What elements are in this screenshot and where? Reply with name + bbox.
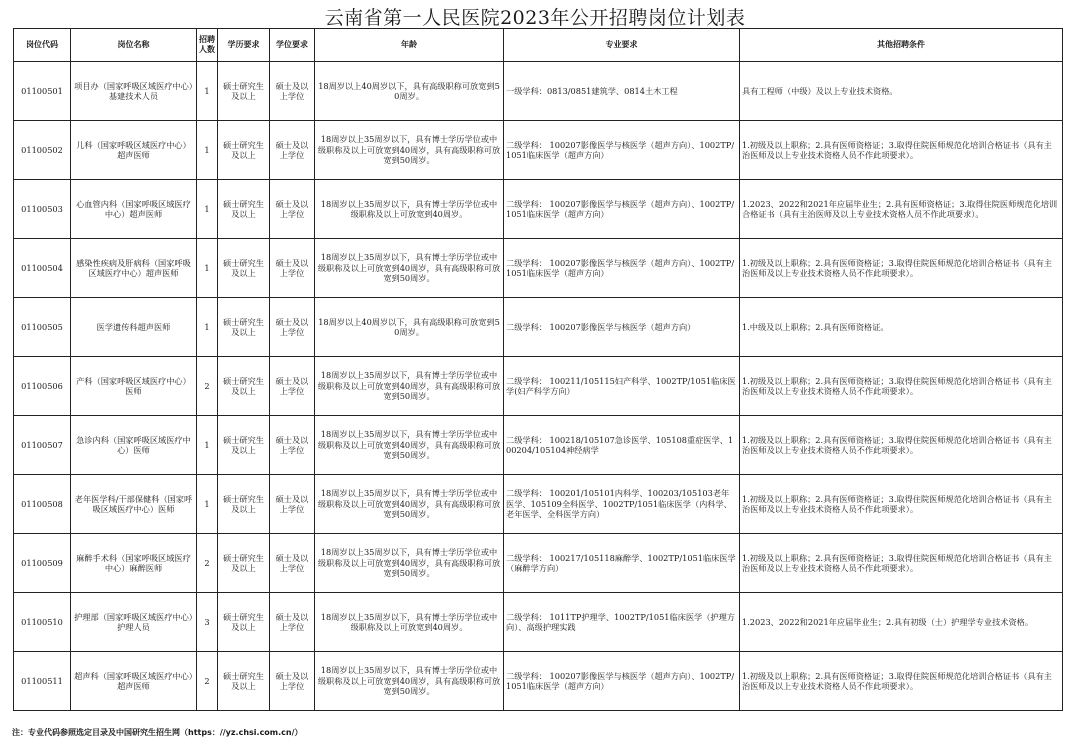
table-row bbox=[14, 416, 1063, 475]
cell-other: 1.初级及以上职称；2.具有医师资格证；3.取得住院医师规范化培训合格证书（具有主治医师及以上专业技术资格人员不作此项要求）。 bbox=[740, 357, 1063, 416]
cell-degree: 硕士及以上学位 bbox=[270, 180, 315, 239]
cell-code: 01100503 bbox=[14, 180, 71, 239]
cell-age: 18周岁以上35周岁以下，具有博士学历学位或中级职称及以上可放宽到40周岁，具有高级职称可放宽到50周岁。 bbox=[315, 239, 504, 298]
table-row bbox=[14, 357, 1063, 416]
table-row bbox=[14, 534, 1063, 593]
header-major: 专业要求 bbox=[504, 29, 740, 62]
cell-age: 18周岁以上35周岁以下，具有博士学历学位或中级职称及以上可放宽到40周岁，具有高级职称可放宽到50周岁。 bbox=[315, 416, 504, 475]
cell-name: 医学遗传科超声医师 bbox=[71, 298, 197, 357]
cell-name: 心血管内科（国家呼吸区域医疗中心）超声医师 bbox=[71, 180, 197, 239]
cell-edu: 硕士研究生及以上 bbox=[218, 534, 270, 593]
cell-other: 1.2023、2022和2021年应届毕业生；2.具有初级（士）护理学专业技术资格。 bbox=[740, 593, 1063, 652]
cell-degree: 硕士及以上学位 bbox=[270, 593, 315, 652]
header-age: 年龄 bbox=[315, 29, 504, 62]
cell-name: 项目办（国家呼吸区域医疗中心）基建技术人员 bbox=[71, 62, 197, 121]
cell-degree: 硕士及以上学位 bbox=[270, 121, 315, 180]
cell-edu: 硕士研究生及以上 bbox=[218, 652, 270, 711]
cell-count: 3 bbox=[197, 593, 218, 652]
cell-count: 1 bbox=[197, 239, 218, 298]
cell-major: 二级学科： 100207影像医学与核医学（超声方向）、1002TP/1051临床医学（超声方向） bbox=[504, 180, 740, 239]
cell-other: 1.2023、2022和2021年应届毕业生；2.具有医师资格证；3.取得住院医师规范化培训合格证书（具有主治医师及以上专业技术资格人员不作此项要求）。 bbox=[740, 180, 1063, 239]
cell-major: 二级学科： 100207影像医学与核医学（超声方向）、1002TP/1051临床医学（超声方向） bbox=[504, 239, 740, 298]
cell-major: 二级学科： 1011TP护理学、1002TP/1051临床医学（护理方向）、高级护理实践 bbox=[504, 593, 740, 652]
cell-major: 二级学科： 100211/105115妇产科学、1002TP/1051临床医学(妇产科学方向） bbox=[504, 357, 740, 416]
cell-code: 01100505 bbox=[14, 298, 71, 357]
cell-name: 感染性疾病及肝病科（国家呼吸区域医疗中心）超声医师 bbox=[71, 239, 197, 298]
cell-age: 18周岁以上35周岁以下，具有博士学历学位或中级职称及以上可放宽到40周岁，具有高级职称可放宽到50周岁。 bbox=[315, 652, 504, 711]
cell-code: 01100502 bbox=[14, 121, 71, 180]
cell-edu: 硕士研究生及以上 bbox=[218, 357, 270, 416]
cell-degree: 硕士及以上学位 bbox=[270, 475, 315, 534]
cell-count: 2 bbox=[197, 534, 218, 593]
cell-other: 1.初级及以上职称；2.具有医师资格证；3.取得住院医师规范化培训合格证书（具有主治医师及以上专业技术资格人员不作此项要求）。 bbox=[740, 121, 1063, 180]
cell-edu: 硕士研究生及以上 bbox=[218, 121, 270, 180]
cell-age: 18周岁以上35周岁以下，具有博士学历学位或中级职称及以上可放宽到40周岁，具有高级职称可放宽到50周岁。 bbox=[315, 121, 504, 180]
cell-count: 1 bbox=[197, 180, 218, 239]
cell-name: 护理部（国家呼吸区域医疗中心）护理人员 bbox=[71, 593, 197, 652]
cell-major: 二级学科： 100207影像医学与核医学（超声方向） bbox=[504, 298, 740, 357]
cell-code: 01100504 bbox=[14, 239, 71, 298]
footnote: 注：专业代码参照选定目录及中国研究生招生网（https：//yz.chsi.com.cn/） bbox=[12, 728, 303, 737]
page-title: 云南省第一人民医院2023年公开招聘岗位计划表 bbox=[324, 7, 746, 29]
cell-other: 1.初级及以上职称；2.具有医师资格证；3.取得住院医师规范化培训合格证书（具有主治医师及以上专业技术资格人员不作此项要求）。 bbox=[740, 652, 1063, 711]
cell-code: 01100511 bbox=[14, 652, 71, 711]
cell-count: 1 bbox=[197, 475, 218, 534]
table-row bbox=[14, 475, 1063, 534]
cell-age: 18周岁以上35周岁以下，具有博士学历学位或中级职称及以上可放宽到40周岁，具有高级职称可放宽到50周岁。 bbox=[315, 357, 504, 416]
cell-major: 二级学科： 100207影像医学与核医学（超声方向）、1002TP/1051临床医学（超声方向） bbox=[504, 652, 740, 711]
table-row bbox=[14, 298, 1063, 357]
cell-major: 二级学科： 100207影像医学与核医学（超声方向）、1002TP/1051临床医学（超声方向） bbox=[504, 121, 740, 180]
cell-age: 18周岁以上35周岁以下，具有博士学历学位或中级职称及以上可放宽到40周岁。 bbox=[315, 180, 504, 239]
cell-other: 1.初级及以上职称；2.具有医师资格证；3.取得住院医师规范化培训合格证书（具有主治医师及以上专业技术资格人员不作此项要求）。 bbox=[740, 475, 1063, 534]
cell-other: 1.中级及以上职称；2.具有医师资格证。 bbox=[740, 298, 1063, 357]
table-row bbox=[14, 62, 1063, 121]
cell-age: 18周岁以上35周岁以下，具有博士学历学位或中级职称及以上可放宽到40周岁，具有高级职称可放宽到50周岁。 bbox=[315, 475, 504, 534]
cell-age: 18周岁以上35周岁以下，具有博士学历学位或中级职称及以上可放宽到40周岁，具有高级职称可放宽到50周岁。 bbox=[315, 534, 504, 593]
cell-code: 01100510 bbox=[14, 593, 71, 652]
recruitment-plan-table bbox=[13, 28, 1063, 711]
cell-major: 二级学科： 100201/105101内科学、100203/105103老年医学、105109全科医学、1002TP/1051临床医学（内科学、老年医学、全科医学方向） bbox=[504, 475, 740, 534]
table-row bbox=[14, 652, 1063, 711]
header-code: 岗位代码 bbox=[14, 29, 71, 62]
cell-major: 一级学科：0813/0851建筑学、0814土木工程 bbox=[504, 62, 740, 121]
header-edu: 学历要求 bbox=[218, 29, 270, 62]
cell-code: 01100509 bbox=[14, 534, 71, 593]
cell-count: 2 bbox=[197, 357, 218, 416]
table-header-row bbox=[14, 29, 1063, 62]
cell-age: 18周岁以上40周岁以下，具有高级职称可放宽到50周岁。 bbox=[315, 298, 504, 357]
header-count: 招聘人数 bbox=[197, 29, 218, 62]
cell-edu: 硕士研究生及以上 bbox=[218, 416, 270, 475]
cell-degree: 硕士及以上学位 bbox=[270, 652, 315, 711]
cell-count: 1 bbox=[197, 416, 218, 475]
cell-name: 麻醉手术科（国家呼吸区域医疗中心）麻醉医师 bbox=[71, 534, 197, 593]
cell-name: 产科（国家呼吸区域医疗中心）医师 bbox=[71, 357, 197, 416]
header-other: 其他招聘条件 bbox=[740, 29, 1063, 62]
table-row bbox=[14, 239, 1063, 298]
cell-edu: 硕士研究生及以上 bbox=[218, 475, 270, 534]
table-row bbox=[14, 180, 1063, 239]
cell-degree: 硕士及以上学位 bbox=[270, 357, 315, 416]
cell-count: 2 bbox=[197, 652, 218, 711]
cell-degree: 硕士及以上学位 bbox=[270, 298, 315, 357]
cell-degree: 硕士及以上学位 bbox=[270, 534, 315, 593]
cell-other: 1.初级及以上职称；2.具有医师资格证；3.取得住院医师规范化培训合格证书（具有主治医师及以上专业技术资格人员不作此项要求）。 bbox=[740, 239, 1063, 298]
cell-edu: 硕士研究生及以上 bbox=[218, 298, 270, 357]
cell-name: 超声科（国家呼吸区域医疗中心）超声医师 bbox=[71, 652, 197, 711]
header-degree: 学位要求 bbox=[270, 29, 315, 62]
cell-name: 老年医学科/干部保健科（国家呼吸区域医疗中心）医师 bbox=[71, 475, 197, 534]
cell-major: 二级学科： 100218/105107急诊医学、105108重症医学、100204/105104神经病学 bbox=[504, 416, 740, 475]
cell-degree: 硕士及以上学位 bbox=[270, 416, 315, 475]
cell-name: 急诊内科（国家呼吸区域医疗中心）医师 bbox=[71, 416, 197, 475]
header-name: 岗位名称 bbox=[71, 29, 197, 62]
cell-count: 1 bbox=[197, 62, 218, 121]
cell-other: 1.初级及以上职称；2.具有医师资格证；3.取得住院医师规范化培训合格证书（具有主治医师及以上专业技术资格人员不作此项要求）。 bbox=[740, 416, 1063, 475]
cell-count: 1 bbox=[197, 298, 218, 357]
cell-edu: 硕士研究生及以上 bbox=[218, 180, 270, 239]
cell-name: 儿科（国家呼吸区域医疗中心）超声医师 bbox=[71, 121, 197, 180]
cell-count: 1 bbox=[197, 121, 218, 180]
cell-other: 1.初级及以上职称；2.具有医师资格证；3.取得住院医师规范化培训合格证书（具有主治医师及以上专业技术资格人员不作此项要求）。 bbox=[740, 534, 1063, 593]
cell-edu: 硕士研究生及以上 bbox=[218, 239, 270, 298]
cell-code: 01100501 bbox=[14, 62, 71, 121]
cell-degree: 硕士及以上学位 bbox=[270, 62, 315, 121]
table-row bbox=[14, 593, 1063, 652]
cell-age: 18周岁以上35周岁以下，具有博士学历学位或中级职称及以上可放宽到40周岁。 bbox=[315, 593, 504, 652]
cell-major: 二级学科： 100217/105118麻醉学、1002TP/1051临床医学（麻醉学方向） bbox=[504, 534, 740, 593]
table-row bbox=[14, 121, 1063, 180]
cell-degree: 硕士及以上学位 bbox=[270, 239, 315, 298]
cell-code: 01100506 bbox=[14, 357, 71, 416]
cell-code: 01100507 bbox=[14, 416, 71, 475]
cell-age: 18周岁以上40周岁以下，具有高级职称可放宽到50周岁。 bbox=[315, 62, 504, 121]
cell-edu: 硕士研究生及以上 bbox=[218, 62, 270, 121]
cell-edu: 硕士研究生及以上 bbox=[218, 593, 270, 652]
cell-other: 具有工程师（中级）及以上专业技术资格。 bbox=[740, 62, 1063, 121]
cell-code: 01100508 bbox=[14, 475, 71, 534]
